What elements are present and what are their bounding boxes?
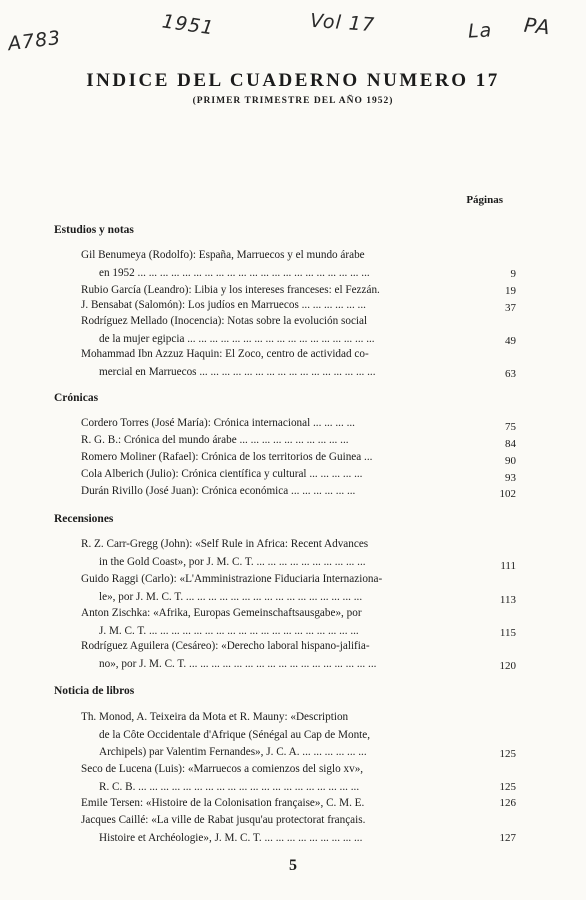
- entry-line: Histoire et Archéologie», J. M. C. T. ... ... ... ... ... ... ... ... ...: [99, 831, 363, 844]
- toc-entry: [81, 709, 471, 762]
- entry-line: J. Bensabat (Salomón): Los judíos en Marruecos ... ... ... ... ... ...: [81, 299, 366, 311]
- entry-line: Guido Raggi (Carlo): «L'Amministrazione Fiduciaria Internaziona-: [81, 573, 383, 585]
- page-subtitle: (PRIMER TRIMESTRE DEL AÑO 1952): [192, 96, 394, 106]
- page-title: INDICE DEL CUADERNO NUMERO 17: [86, 70, 500, 91]
- toc-entry: [81, 466, 471, 484]
- entry-line: Cola Alberich (Julio): Crónica científica y cultural ... ... ... ... ...: [81, 468, 363, 480]
- entry-line: Romero Moliner (Rafael): Crónica de los territorios de Guinea ...: [81, 451, 373, 463]
- section-heading-cronicas: Crónicas: [54, 392, 99, 404]
- entry-page-number: 9: [510, 268, 516, 280]
- entry-page-number: 111: [500, 560, 516, 572]
- toc-entry: [81, 313, 471, 348]
- handwritten-note-4: La: [467, 19, 493, 43]
- toc-entry: [81, 346, 471, 381]
- entry-line: en 1952 ... ... ... ... ... ... ... ... ... ... ... ... ... ... ... ... ... ... ... ... ...: [99, 266, 370, 279]
- handwritten-note-2: 1951: [160, 10, 216, 40]
- toc-entry: [81, 415, 471, 433]
- entry-line: Rodríguez Mellado (Inocencia): Notas sobre la evolución social: [81, 315, 368, 327]
- toc-entry: [81, 812, 471, 847]
- entry-line: Rodríguez Aguilera (Cesáreo): «Derecho laboral hispano-jalifia-: [81, 640, 370, 652]
- handwritten-note-1: A783: [6, 26, 63, 56]
- entry-line: Durán Rivillo (José Juan): Crónica económica ... ... ... ... ... ...: [81, 485, 356, 497]
- entry-page-number: 120: [499, 660, 516, 672]
- entry-line: in the Gold Coast», por J. M. C. T. ... ... ... ... ... ... ... ... ... ...: [99, 555, 366, 568]
- toc-entry: [81, 449, 471, 467]
- entry-page-number: 84: [505, 438, 516, 450]
- toc-entry: [81, 795, 471, 813]
- entry-page-number: 37: [505, 302, 516, 314]
- toc-entry: [81, 536, 471, 571]
- entry-page-number: 113: [499, 594, 516, 606]
- section-heading-estudios: Estudios y notas: [54, 224, 134, 236]
- entry-page-number: 102: [499, 488, 516, 500]
- entry-line: Gil Benumeya (Rodolfo): España, Marruecos y el mundo árabe: [81, 249, 365, 261]
- toc-entry: [81, 638, 471, 673]
- section-heading-noticia: Noticia de libros: [54, 685, 135, 697]
- entry-page-number: 127: [499, 832, 516, 844]
- entry-page-number: 19: [505, 285, 516, 297]
- entry-page-number: 125: [499, 748, 516, 760]
- entry-page-number: 126: [499, 797, 516, 809]
- entry-line: de la mujer egipcia ... ... ... ... ... ... ... ... ... ... ... ... ... ... ... ... ...: [99, 332, 375, 345]
- entry-page-number: 90: [505, 455, 516, 467]
- pages-column-label: Páginas: [466, 194, 503, 206]
- toc-entry: [81, 571, 471, 606]
- toc-entry: [81, 761, 471, 796]
- toc-entry: [81, 432, 471, 450]
- entry-line: Th. Monod, A. Teixeira da Mota et R. Mauny: «Description: [81, 711, 349, 723]
- toc-entry: [81, 297, 471, 315]
- entry-line: Archipels) par Valentim Fernandes», J. C. A. ... ... ... ... ... ...: [99, 746, 367, 758]
- handwritten-note-3: Vol 17: [309, 9, 376, 37]
- entry-line: Mohammad Ibn Azzuz Haquin: El Zoco, centro de actividad co-: [81, 348, 369, 360]
- toc-entry: [81, 605, 471, 640]
- entry-page-number: 115: [499, 627, 516, 639]
- entry-line: J. M. C. T. ... ... ... ... ... ... ... ... ... ... ... ... ... ... ... ... ... ... ...: [99, 624, 359, 637]
- entry-line: no», por J. M. C. T. ... ... ... ... ... ... ... ... ... ... ... ... ... ... ... ... ...: [99, 657, 377, 670]
- entry-line: mercial en Marruecos ... ... ... ... ... ... ... ... ... ... ... ... ... ... ... ...: [99, 365, 376, 378]
- entry-page-number: 93: [505, 472, 516, 484]
- toc-entry: [81, 247, 471, 282]
- handwritten-note-5: PA: [522, 12, 552, 40]
- entry-line: Emile Tersen: «Histoire de la Colonisation française», C. M. E.: [81, 797, 365, 809]
- page-number-footer: 5: [289, 857, 297, 874]
- entry-line: Cordero Torres (José María): Crónica internacional ... ... ... ...: [81, 417, 355, 429]
- entry-line: de la Côte Occidentale d'Afrique (Sénégal au Cap de Monte,: [99, 728, 371, 741]
- entry-line: R. G. B.: Crónica del mundo árabe ... ... ... ... ... ... ... ... ... ...: [81, 434, 349, 446]
- entry-line: Jacques Caillé: «La ville de Rabat jusqu'au protectorat français.: [81, 814, 366, 826]
- entry-line: R. Z. Carr-Gregg (John): «Self Rule in Africa: Recent Advances: [81, 538, 369, 550]
- entry-page-number: 125: [499, 781, 516, 793]
- entry-page-number: 63: [505, 368, 516, 380]
- section-heading-recensiones: Recensiones: [54, 513, 114, 525]
- entry-page-number: 75: [505, 421, 516, 433]
- entry-line: Anton Zischka: «Afrika, Europas Gemeinschaftsausgabe», por: [81, 607, 362, 619]
- entry-line: R. C. B. ... ... ... ... ... ... ... ... ... ... ... ... ... ... ... ... ... ... ... ...: [99, 780, 360, 793]
- entry-page-number: 49: [505, 335, 516, 347]
- entry-line: Seco de Lucena (Luis): «Marruecos a comienzos del siglo xv»,: [81, 763, 364, 775]
- entry-line: le», por J. M. C. T. ... ... ... ... ... ... ... ... ... ... ... ... ... ... ... ...: [99, 590, 363, 603]
- entry-line: Rubio García (Leandro): Libia y los intereses franceses: el Fezzán.: [81, 284, 380, 296]
- toc-entry: [81, 483, 471, 501]
